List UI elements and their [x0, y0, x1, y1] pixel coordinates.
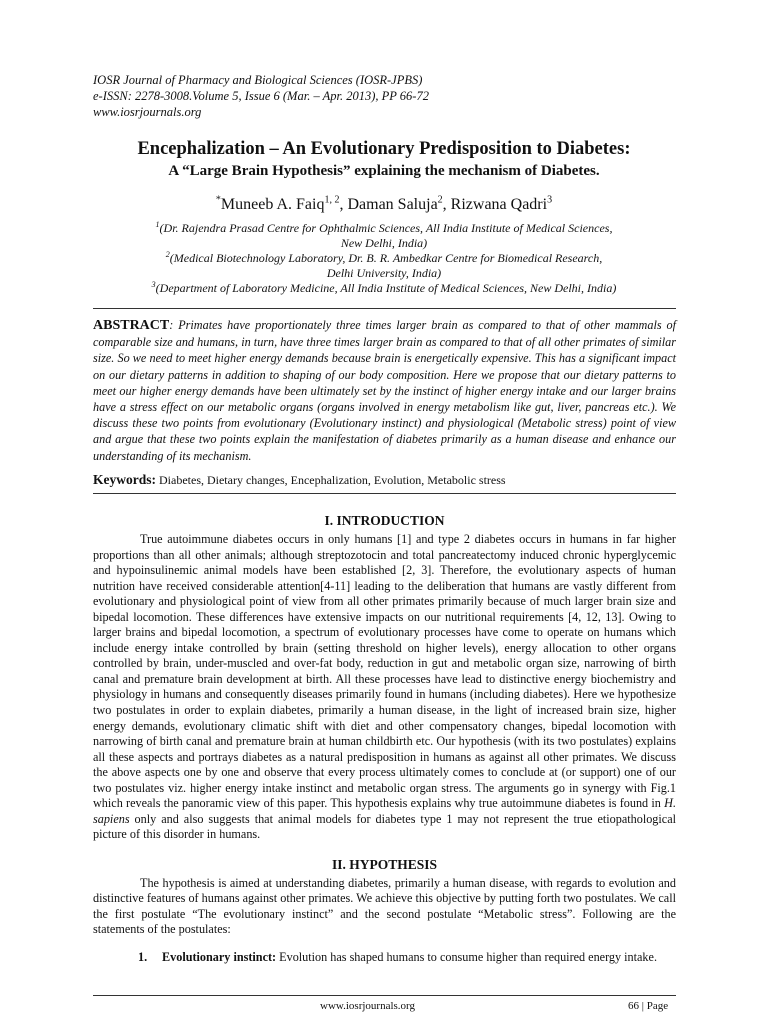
- author-qadri: , Rizwana Qadri: [442, 196, 548, 213]
- section-heading-hypothesis: II. HYPOTHESIS: [331, 857, 438, 872]
- author-faiq-affil: 1, 2: [324, 194, 340, 206]
- author-faiq: Muneeb A. Faiq: [220, 196, 325, 213]
- footer-divider: [93, 995, 676, 996]
- abstract-label: ABSTRACT: [93, 318, 170, 333]
- keywords: [93, 472, 506, 488]
- abstract: [93, 317, 676, 464]
- introduction-paragraph: True autoimmune diabetes occurs in only humans [1] and type 2 diabetes occurs in humans in far higher proportions than all other animals; although streptozotocin and total pancreatectomy induced chronic hyperglycemic and hypoinsulinemic animal models have been established [2, 3]. Therefore, the evolutionary aspects of human nutrition have received considerable attention[4-11] leading to the deliberation that humans are vastly different from evolutionary and physiological point of view from all other primates primarily because of much larger brain size and bipedal locomotion. These differences have extensive impacts on our nutritional requirements [4, 12, 13]. Owing to larger brains and bipedal locomotion, a spectrum of evolutionary processes have come to operate on humans which include energy intake controlled by brain (setting threshold on higher levels), energy allocation to other organs controlled by brain, under-muscled and over-fat body, reduction in gut and metabolic organ size, narrowing of birth canal and premature brain development at birth. All these processes have lead to distinctive energy biochemistry and physiology in humans and consequently diseases primarily found in humans (including diabetes). Here we hypothesize two postulates in order to explain diabetes, primarily a human disease, in the light of increased brain size, higher energy demands, evolutionary climatic shift with diet and other compensatory changes, bipedal locomotion with narrowing of birth canal and premature brain at human childbirth etc. Our hypothesis (with its two postulates) explains all these aspects and portrays diabetes as a natural predisposition in humans as against all other primates. We discuss the above aspects one by one and observe that every process ultimately comes to conclude at (or support) one of our two postulates viz. higher energy intake instinct and metabolic organ stress. The arguments go in synergy with Fig.1 which reveals the panoramic view of this paper. This hypothesis explains why true autoimmune diabetes is found in H. sapiens only and also suggests that animal models for diabetes type 1 may not represent the true etiopathological picture of this disorder in humans.: [93, 532, 676, 842]
- journal-issue: e-ISSN: 2278-3008.Volume 5, Issue 6 (Mar. – Apr. 2013), PP 66-72: [93, 89, 429, 103]
- species-name: H. sapiens: [93, 796, 676, 826]
- affiliation-3: $^3$(Department of Laboratory Medicine, All India Institute of Medical Sciences, New Delhi, India): [151, 280, 617, 295]
- paper-title: Encephalization – An Evolutionary Predisposition to Diabetes:: [137, 139, 631, 159]
- footer-url: www.iosrjournals.org: [320, 1000, 416, 1012]
- journal-url: www.iosrjournals.org: [93, 105, 202, 119]
- author-line: [60, 196, 708, 214]
- affiliation-2: $^2$(Medical Biotechnology Laboratory, Dr. B. R. Ambedkar Centre for Biomedical Research, Delhi University, India): [165, 250, 603, 280]
- section-heading-introduction: I. INTRODUCTION: [324, 513, 445, 528]
- affiliation-1: $^1$(Dr. Rajendra Prasad Centre for Ophthalmic Sciences, All India Institute of Medical Sciences, New Delhi, India): [155, 220, 613, 250]
- list-item-number: 1.: [138, 950, 148, 964]
- divider-bottom: [93, 493, 676, 494]
- abstract-text: : Primates have proportionately three times larger brain as compared to that of other mammals of comparable size and humans, in turn, have three times larger brain as compared to that of all other primates of similar size. So we need to meet higher energy demands because brain is energetically expensive. This has a significant impact on our dietary patterns in addition to shaping of our body composition. Here we propose that our dietary patterns to meet our higher energy demands have been ultimately set by the instinct of higher energy intake and our larger brains have a stress effect on our metabolic organs (organs involved in energy metabolism like gut, liver, pancreas etc.). We discuss these two points from evolutionary (Evolutionary instinct) and physiological (Metabolic stress) point of view and argue that these two points explain the manifestation of diabetes primarily as a human disease and enhance our understanding of its mechanism.: [93, 318, 676, 463]
- hypothesis-paragraph: The hypothesis is aimed at understanding diabetes, primarily a human disease, with regards to evolution and distinctive features of humans against other primates. We achieve this objective by putting forth two postulates. We call the first postulate “The evolutionary instinct” and the second postulate “Metabolic stress”. Following are the statements of the postulates:: [93, 876, 676, 937]
- keywords-text: Diabetes, Dietary changes, Encephalization, Evolution, Metabolic stress: [156, 473, 506, 487]
- keywords-label: Keywords:: [93, 472, 156, 487]
- author-saluja: , Daman Saluja: [339, 196, 438, 213]
- list-item-evolutionary-instinct: Evolutionary instinct: Evolution has shaped humans to consume higher than required energy intake.: [162, 950, 657, 964]
- paper-subtitle: A “Large Brain Hypothesis” explaining the mechanism of Diabetes.: [168, 163, 600, 179]
- divider-top: [93, 308, 676, 309]
- page-number: 66 | Page: [628, 1000, 669, 1012]
- corresponding-mark: *: [215, 194, 221, 206]
- journal-name: IOSR Journal of Pharmacy and Biological Sciences (IOSR-JPBS): [93, 73, 423, 87]
- journal-header: [93, 72, 429, 120]
- author-qadri-affil: 3: [547, 194, 553, 206]
- author-saluja-affil: 2: [437, 194, 443, 206]
